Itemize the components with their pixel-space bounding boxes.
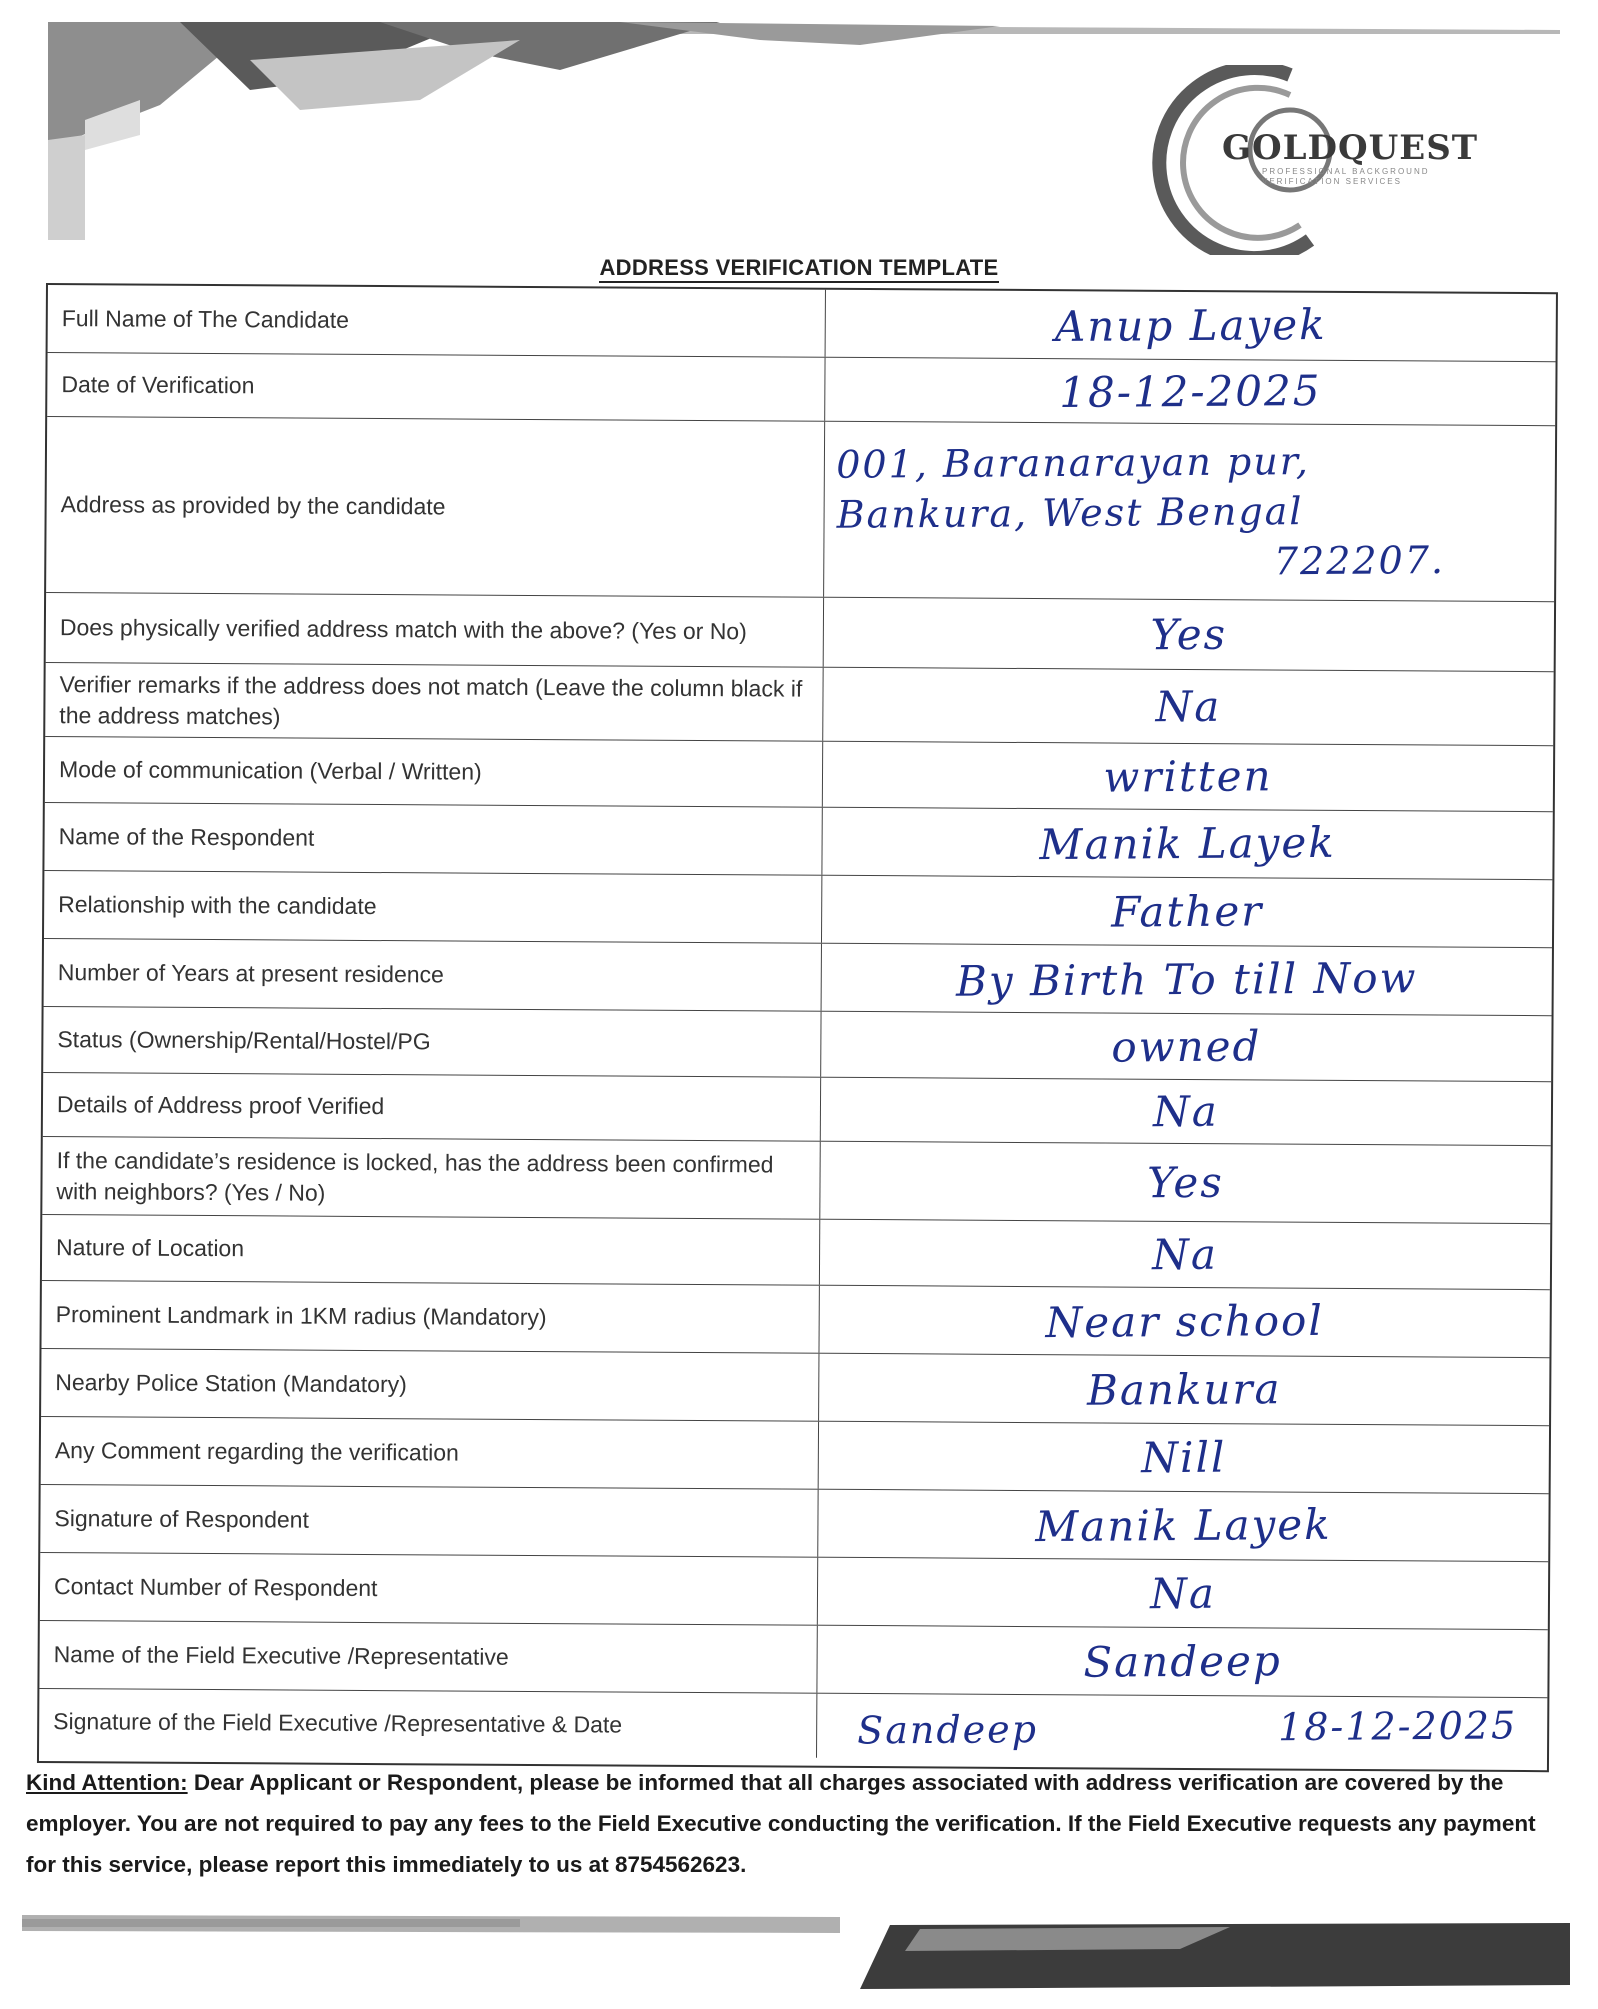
field-value: Na: [1152, 1086, 1220, 1137]
document-title: [0, 255, 1598, 281]
title-text: ADDRESS VERIFICATION TEMPLATE: [599, 255, 998, 283]
field-value: Na: [1151, 1229, 1219, 1280]
table-row: [44, 939, 1552, 1016]
field-label: Relationship with the candidate: [44, 871, 822, 943]
field-label: Name of the Respondent: [44, 803, 822, 875]
table-row: [39, 1621, 1547, 1698]
table-row: [46, 593, 1554, 672]
field-value: Near school: [1045, 1295, 1324, 1348]
field-value: 18-12-2025: [1059, 365, 1322, 418]
logo-tagline: PROFESSIONAL BACKGROUND VERIFICATION SERVICES: [1262, 167, 1430, 186]
table-row: [40, 1485, 1548, 1562]
field-value: Anup Layek: [1054, 299, 1327, 352]
kind-attention-notice: [26, 1762, 1566, 1885]
field-label: If the candidate’s residence is locked, has the address been confirmed with neighbors? (Yes / No): [42, 1137, 820, 1219]
field-label: Nature of Location: [42, 1215, 820, 1285]
field-label: Contact Number of Respondent: [40, 1553, 818, 1625]
table-row: [47, 353, 1555, 426]
field-value: Na: [1149, 1568, 1217, 1619]
table-row: [43, 1073, 1551, 1146]
address-line-3: 722207.: [1273, 537, 1446, 583]
field-label: Full Name of The Candidate: [48, 285, 826, 357]
field-label: Signature of the Field Executive /Representative & Date: [39, 1689, 817, 1758]
table-row: [45, 663, 1553, 746]
field-label: Date of Verification: [47, 353, 825, 421]
table-row: [41, 1281, 1549, 1358]
field-label: Name of the Field Executive /Representative: [39, 1621, 817, 1693]
field-label: Status (Ownership/Rental/Hostel/PG: [43, 1007, 821, 1077]
field-value: Manik Layek: [1039, 817, 1336, 870]
field-value: Yes: [1147, 1157, 1224, 1208]
table-row: [41, 1417, 1549, 1494]
signature-date: 18-12-2025: [1277, 1703, 1518, 1750]
table-row: [40, 1553, 1548, 1630]
executive-signature: Sandeep: [857, 1707, 1039, 1753]
table-row: [41, 1349, 1549, 1426]
field-value: Father: [1110, 886, 1264, 937]
field-label: Number of Years at present residence: [44, 939, 822, 1011]
notice-text: Dear Applicant or Respondent, please be informed that all charges associated with address verification are covered by the employer. You are not required to pay any fees to the Field Executive conducting the verification. If the Field Executive requests any payment for this service, please report this immediately to us at 8754562623.: [26, 1770, 1536, 1877]
table-row: [44, 871, 1552, 948]
field-value: Nill: [1141, 1432, 1227, 1483]
field-label: Details of Address proof Verified: [43, 1073, 821, 1141]
field-label: Signature of Respondent: [40, 1485, 818, 1557]
field-value: owned: [1111, 1021, 1262, 1072]
field-value: Bankura: [1086, 1364, 1282, 1415]
respondent-signature: Manik Layek: [1035, 1499, 1332, 1552]
notice-heading: Kind Attention:: [26, 1770, 188, 1795]
field-label: Mode of communication (Verbal / Written): [45, 737, 823, 807]
address-line-2: Bankura, West Bengal: [836, 488, 1304, 537]
table-row: [45, 737, 1553, 812]
field-value: written: [1103, 751, 1273, 802]
field-label: Address as provided by the candidate: [46, 417, 825, 597]
table-row: [39, 1689, 1547, 1762]
executive-signature-date: [817, 1693, 1547, 1763]
field-label: Nearby Police Station (Mandatory): [41, 1349, 819, 1421]
table-row: [42, 1215, 1550, 1290]
table-row: [44, 803, 1552, 880]
field-label: Prominent Landmark in 1KM radius (Mandatory): [41, 1281, 819, 1353]
field-value: Sandeep: [1083, 1636, 1282, 1687]
field-value: By Birth To till Now: [955, 953, 1418, 1006]
footer-band: [0, 1905, 1598, 2009]
address-line-1: 001, Baranarayan pur,: [836, 438, 1310, 487]
logo-wordmark: GOLDQUEST: [1222, 128, 1479, 168]
field-label: Verifier remarks if the address does not match (Leave the column black if the address matches): [45, 663, 823, 741]
verification-table: [37, 283, 1558, 1772]
table-row: [42, 1137, 1550, 1224]
field-label: Does physically verified address match with the above? (Yes or No): [46, 593, 824, 667]
field-value: Yes: [1150, 609, 1228, 660]
address-value: [824, 421, 1555, 602]
field-value: Na: [1155, 681, 1222, 732]
table-row: [43, 1007, 1551, 1082]
table-row: [48, 285, 1556, 362]
field-label: Any Comment regarding the verification: [41, 1417, 819, 1489]
table-row: [46, 417, 1555, 602]
